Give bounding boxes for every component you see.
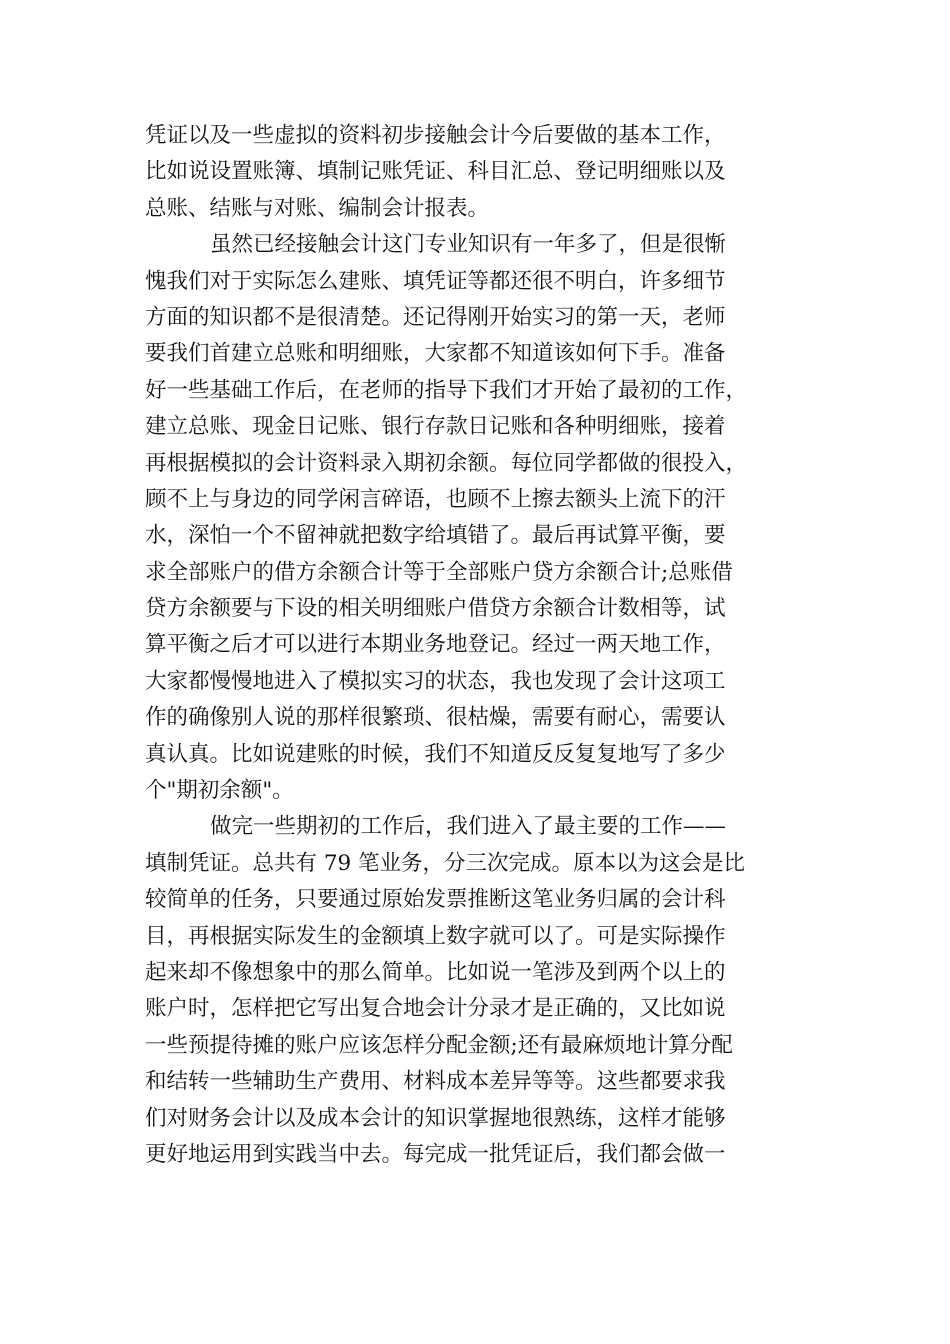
text-line: 愧我们对于实际怎么建账、填凭证等都还很不明白，许多细节 [145,268,726,294]
text-line: 个"期初余额"。 [145,778,294,804]
text-line: 要我们首建立总账和明细账，大家都不知道该如何下手。准备 [145,341,726,367]
text-line: 们对财务会计以及成本会计的知识掌握地很熟练，这样才能够 [145,1105,726,1131]
text-line: 和结转一些辅助生产费用、材料成本差异等等。这些都要求我 [145,1069,726,1095]
text-line: 更好地运用到实践当中去。每完成一批凭证后，我们都会做一 [145,1141,726,1167]
text-line: 做完一些期初的工作后，我们进入了最主要的工作—— [210,814,727,840]
text-line: 作的确像别人说的那样很繁琐、很枯燥，需要有耐心，需要认 [145,705,726,731]
text-line: 起来却不像想象中的那么简单。比如说一笔涉及到两个以上的 [145,959,726,985]
text-line: 再根据模拟的会计资料录入期初余额。每位同学都做的很投入， [145,450,748,476]
text-line: 账户时，怎样把它写出复合地会计分录才是正确的，又比如说 [145,996,726,1022]
text-line: 凭证以及一些虚拟的资料初步接触会计今后要做的基本工作， [145,123,726,148]
text-line: 较简单的任务，只要通过原始发票推断这笔业务归属的会计科 [145,887,726,913]
text-line: 方面的知识都不是很清楚。还记得刚开始实习的第一天，老师 [145,304,726,330]
text-line: 一些预提待摊的账户应该怎样分配金额;还有最麻烦地计算分配 [145,1032,733,1058]
text-line: 大家都慢慢地进入了模拟实习的状态，我也发现了会计这项工 [145,668,726,694]
text-line: 填制凭证。总共有 79 笔业务，分三次完成。原本以为这会是比 [145,850,746,876]
text-line: 目，再根据实际发生的金额填上数字就可以了。可是实际操作 [145,923,726,949]
body-text [145,118,805,1173]
text-line: 建立总账、现金日记账、银行存款日记账和各种明细账，接着 [145,414,726,440]
text-line: 总账、结账与对账、编制会计报表。 [145,195,490,221]
text-line: 虽然已经接触会计这门专业知识有一年多了，但是很惭 [210,232,727,258]
text-line: 顾不上与身边的同学闲言碎语，也顾不上擦去额头上流下的汗 [145,486,726,512]
text-line: 求全部账户的借方余额合计等于全部账户贷方余额合计;总账借 [145,559,733,585]
text-line: 算平衡之后才可以进行本期业务地登记。经过一两天地工作， [145,632,726,658]
text-line: 水，深怕一个不留神就把数字给填错了。最后再试算平衡，要 [145,523,726,549]
text-line: 比如说设置账簿、填制记账凭证、科目汇总、登记明细账以及 [145,159,726,185]
text-line: 好一些基础工作后，在老师的指导下我们才开始了最初的工作， [145,377,748,403]
text-line: 贷方余额要与下设的相关明细账户借贷方余额合计数相等，试 [145,596,726,622]
text-line: 真认真。比如说建账的时候，我们不知道反反复复地写了多少 [145,741,726,767]
